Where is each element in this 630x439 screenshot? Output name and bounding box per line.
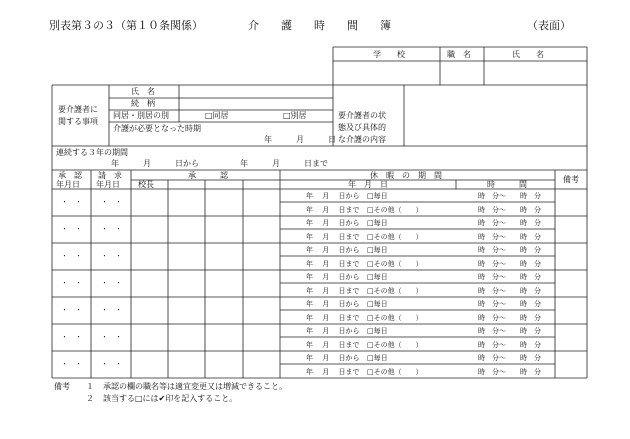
approve-date-header-1: 承 認: [58, 171, 82, 180]
principal-header: 校長: [138, 180, 154, 189]
leave-date-from: 年 月 日から: [306, 192, 360, 200]
period-label: 連続する３年の期間: [56, 148, 128, 157]
request-date-header-1: 請 求: [98, 171, 122, 180]
request-date-cell[interactable]: ・ ・: [101, 279, 122, 287]
leave-time-first: 時 分～ 時 分: [478, 192, 541, 200]
remarks-header: 備考: [563, 175, 579, 184]
request-date-cell[interactable]: ・ ・: [101, 360, 122, 368]
other-checkbox[interactable]: □その他（ ）: [367, 314, 423, 322]
other-checkbox[interactable]: □その他（ ）: [367, 341, 423, 349]
care-relation-label: 続 柄: [131, 99, 155, 108]
leave-date-header: 年 月 日: [348, 180, 388, 189]
leave-time-second: 時 分～ 時 分: [478, 341, 541, 349]
note-2-text: 該当する□には✔印を記入すること。: [103, 394, 238, 403]
request-date-cell[interactable]: ・ ・: [101, 198, 122, 206]
request-date-header-2: 年月日: [96, 180, 120, 189]
leave-time-first: 時 分～ 時 分: [478, 300, 541, 308]
leave-time-second: 時 分～ 時 分: [478, 314, 541, 322]
leave-time-second: 時 分～ 時 分: [478, 260, 541, 268]
leave-date-from: 年 月 日から: [306, 327, 360, 335]
approve-date-cell[interactable]: ・ ・: [61, 252, 82, 260]
form-number: 別表第３の３（第１０条関係）: [49, 19, 203, 32]
leave-date-from: 年 月 日から: [306, 354, 360, 362]
care-state-label-2: 態及び具体的: [338, 123, 386, 132]
other-checkbox[interactable]: □その他（ ）: [367, 260, 423, 268]
page-title: 介 護 時 間 簿: [248, 19, 391, 32]
leave-date-to: 年 月 日まで: [306, 314, 360, 322]
notes-label: 備考: [54, 382, 70, 391]
note-1-text: 承認の欄の職名等は適宜変更又は増減できること。: [103, 382, 287, 391]
period-from: 年 月 日から: [111, 159, 199, 168]
leave-time-second: 時 分～ 時 分: [478, 368, 541, 376]
care-need-since-label: 介護が必要となった時期: [113, 124, 201, 133]
page-side-label: （表面）: [527, 19, 571, 32]
approve-date-cell[interactable]: ・ ・: [61, 360, 82, 368]
care-living-label: 同居・別居の別: [113, 111, 169, 120]
care-state-label-1: 要介護者の状: [338, 111, 386, 120]
school-header: 学 校: [373, 50, 405, 59]
leave-time-second: 時 分～ 時 分: [478, 233, 541, 241]
post-header: 職 名: [447, 50, 471, 59]
daily-checkbox[interactable]: □毎日: [367, 354, 388, 362]
leave-time-second: 時 分～ 時 分: [478, 206, 541, 214]
approve-date-cell[interactable]: ・ ・: [61, 225, 82, 233]
other-checkbox[interactable]: □その他（ ）: [367, 287, 423, 295]
request-date-cell[interactable]: ・ ・: [101, 333, 122, 341]
leave-date-to: 年 月 日まで: [306, 341, 360, 349]
leave-date-to: 年 月 日まで: [306, 260, 360, 268]
request-date-cell[interactable]: ・ ・: [101, 225, 122, 233]
note-1-number: １: [86, 382, 94, 391]
other-checkbox[interactable]: □その他（ ）: [367, 368, 423, 376]
daily-checkbox[interactable]: □毎日: [367, 273, 388, 281]
request-date-cell[interactable]: ・ ・: [101, 252, 122, 260]
care-section-label-2: 関する事項: [58, 117, 98, 126]
approval-header: 承 認: [188, 171, 228, 180]
care-section-label-1: 要介護者に: [58, 105, 98, 114]
daily-checkbox[interactable]: □毎日: [367, 300, 388, 308]
approve-date-cell[interactable]: ・ ・: [61, 198, 82, 206]
other-checkbox[interactable]: □その他（ ）: [367, 233, 423, 241]
approve-date-header-2: 年月日: [56, 180, 80, 189]
care-state-label-3: な介護の内容: [338, 135, 386, 144]
leave-time-first: 時 分～ 時 分: [478, 354, 541, 362]
separate-checkbox[interactable]: □別居: [283, 111, 307, 120]
cohabit-checkbox[interactable]: □同居: [205, 111, 229, 120]
other-checkbox[interactable]: □その他（ ）: [367, 206, 423, 214]
leave-date-from: 年 月 日から: [306, 219, 360, 227]
leave-period-header: 休 暇 の 期 間: [370, 171, 442, 180]
note-2-number: ２: [86, 394, 94, 403]
leave-time-header: 時 間: [487, 180, 527, 189]
leave-date-from: 年 月 日から: [306, 273, 360, 281]
care-need-since-date: 年 月 日: [264, 135, 336, 144]
leave-date-to: 年 月 日まで: [306, 287, 360, 295]
leave-time-first: 時 分～ 時 分: [478, 273, 541, 281]
leave-time-second: 時 分～ 時 分: [478, 287, 541, 295]
leave-date-from: 年 月 日から: [306, 300, 360, 308]
approve-date-cell[interactable]: ・ ・: [61, 333, 82, 341]
period-to: 年 月 日まで: [240, 159, 328, 168]
leave-time-first: 時 分～ 時 分: [478, 219, 541, 227]
care-name-label: 氏 名: [131, 87, 155, 96]
request-date-cell[interactable]: ・ ・: [101, 306, 122, 314]
daily-checkbox[interactable]: □毎日: [367, 246, 388, 254]
approve-date-cell[interactable]: ・ ・: [61, 306, 82, 314]
approve-date-cell[interactable]: ・ ・: [61, 279, 82, 287]
leave-time-first: 時 分～ 時 分: [478, 327, 541, 335]
leave-date-to: 年 月 日まで: [306, 206, 360, 214]
daily-checkbox[interactable]: □毎日: [367, 327, 388, 335]
leave-date-to: 年 月 日まで: [306, 233, 360, 241]
leave-date-to: 年 月 日まで: [306, 368, 360, 376]
leave-date-from: 年 月 日から: [306, 246, 360, 254]
daily-checkbox[interactable]: □毎日: [367, 219, 388, 227]
name-header: 氏 名: [512, 50, 544, 59]
daily-checkbox[interactable]: □毎日: [367, 192, 388, 200]
leave-time-first: 時 分～ 時 分: [478, 246, 541, 254]
